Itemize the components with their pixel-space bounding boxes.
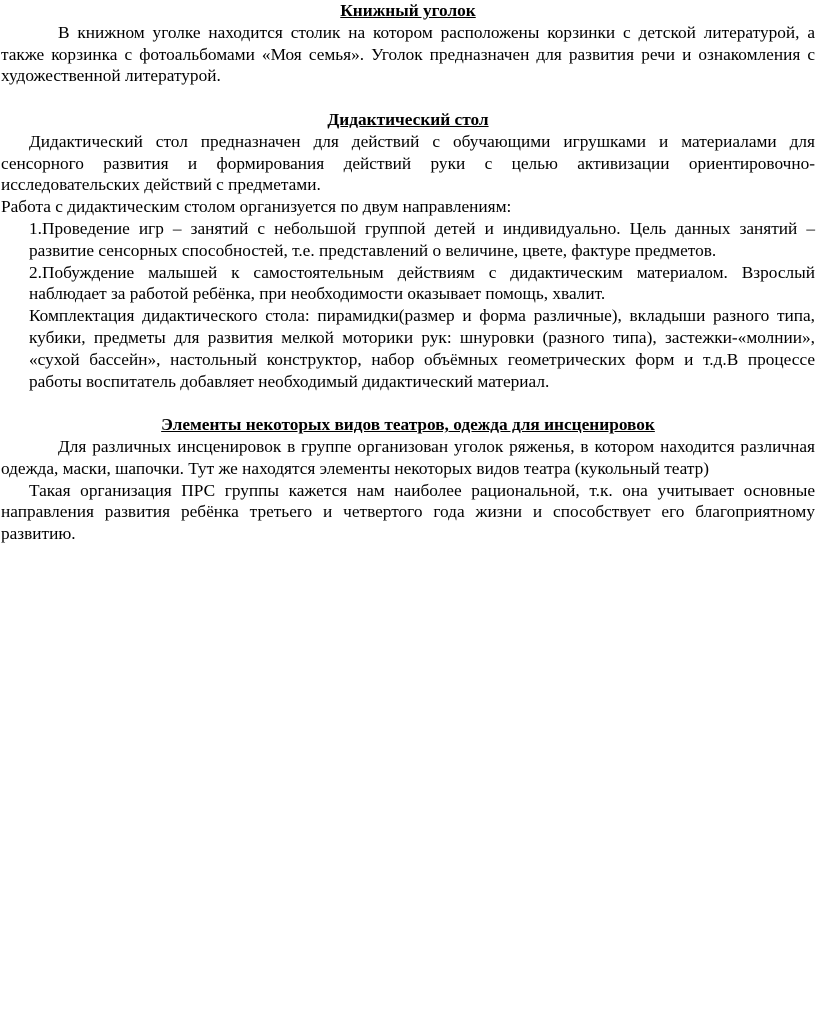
paragraph-theatre: Для различных инсценировок в группе организован уголок ряженья, в котором находится различная одежда, маски, шапочки. Тут же находятся элементы некоторых видов театра (кукольный театр) bbox=[1, 436, 815, 478]
list-item-1: 1.Проведение игр – занятий с небольшой группой детей и индивидуально. Цель данных занятий – развитие сенсорных способностей, т.е. представлений о величине, цвете, фактуре предметов. bbox=[29, 218, 815, 260]
spacer bbox=[1, 87, 815, 109]
heading-theatre: Элементы некоторых видов театров, одежда для инсценировок bbox=[161, 415, 655, 435]
paragraph-conclusion: Такая организация ПРС группы кажется нам наиболее рациональной, т.к. она учитывает основные направления развития ребёнка третьего и четвертого года жизни и способствует его благоприятному развитию. bbox=[1, 480, 815, 544]
heading-book-corner: Книжный уголок bbox=[340, 1, 476, 20]
paragraph-didactic-directions: Работа с дидактическим столом организуется по двум направлениям: bbox=[1, 197, 512, 217]
paragraph-didactic-intro: Дидактический стол предназначен для действий с обучающими игрушками и материалами для сенсорного развития и формирования действий руки с целью активизации ориентировочно-исследовательских действий с предметами. bbox=[1, 131, 815, 195]
didactic-list bbox=[1, 218, 815, 392]
paragraph-book-corner: В книжном уголке находится столик на котором расположены корзинки с детской литературой, а также корзинка с фотоальбомами «Моя семья». Уголок предназначен для развития речи и ознакомления с художественной литературой. bbox=[1, 22, 815, 86]
spacer bbox=[1, 392, 815, 414]
heading-didactic-table: Дидактический стол bbox=[327, 109, 489, 129]
list-item-2: 2.Побуждение малышей к самостоятельным действиям с дидактическим материалом. Взрослый наблюдает за работой ребёнка, при необходимости оказывает помощь, хвалит. bbox=[29, 262, 815, 304]
list-item-equipment: Комплектация дидактического стола: пирамидки(размер и форма различные), вкладыши разного типа, кубики, предметы для развития мелкой моторики рук: шнуровки (разного типа), застежки-«молнии», «сухой бассейн», настольный конструктор, набор объёмных геометрических форм и т.д.В процессе работы воспитатель добавляет необходимый дидактический материал. bbox=[29, 306, 815, 391]
